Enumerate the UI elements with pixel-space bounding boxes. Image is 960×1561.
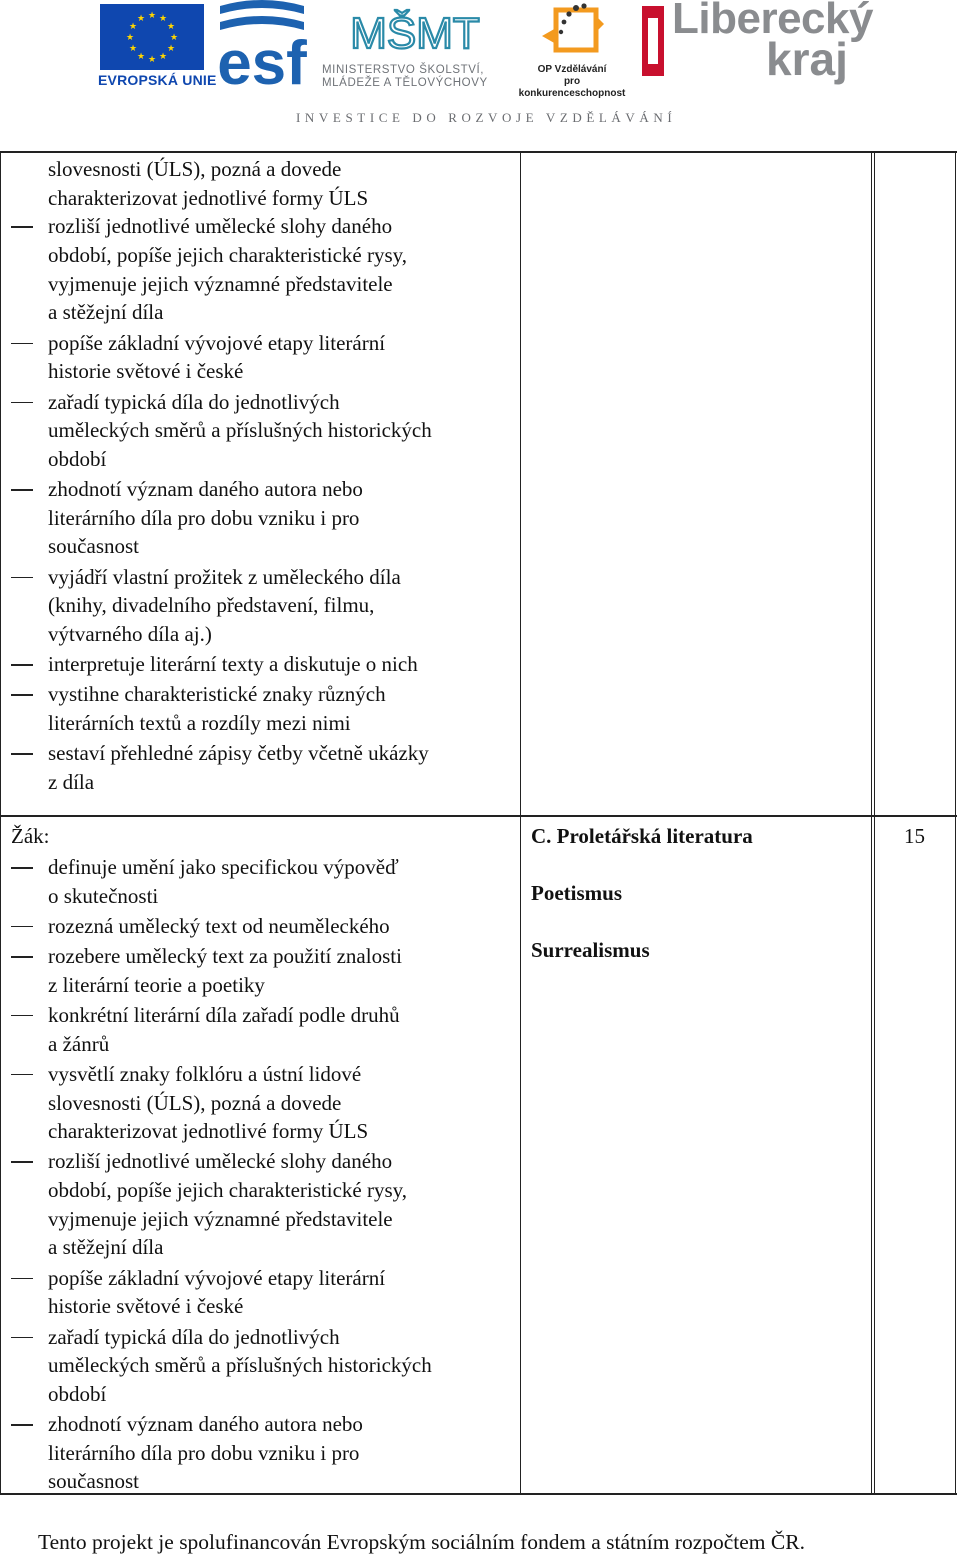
row-divider [1, 815, 957, 817]
outcome-line: charakterizovat jednotlivé formy ÚLS [48, 1119, 369, 1144]
topic-poetism: Poetismus [531, 881, 622, 905]
outcome-line: literárního díla pro dobu vzniku i pro [48, 505, 360, 530]
eu-flag-logo [100, 4, 204, 70]
outcome-item [11, 212, 511, 327]
outcome-line: vystihne charakteristické znaky různých [48, 682, 386, 707]
outcome-line: z literární teorie a poetiky [48, 972, 265, 997]
outcome-line: zařadí typická díla do jednotlivých [48, 1324, 340, 1349]
svg-text:★: ★ [128, 44, 138, 54]
dash-bullet-icon [11, 226, 33, 228]
topic-surrealism: Surrealismus [531, 938, 650, 962]
outcome-item [11, 1410, 511, 1496]
outcome-line: popíše základní vývojové etapy literární [48, 330, 386, 355]
dash-bullet-icon [11, 1424, 33, 1426]
svg-text:★: ★ [158, 14, 168, 24]
outcome-line: z díla [48, 769, 95, 794]
liberecky-kraj-mark [640, 2, 666, 80]
row1-outcomes-cell [11, 153, 511, 797]
outcome-line: popíše základní vývojové etapy literární [48, 1265, 386, 1290]
dash-bullet-icon [11, 867, 33, 869]
outcome-line: a žánrů [48, 1031, 110, 1056]
funding-footer: Tento projekt je spolufinancován Evropským sociálním fondem a státním rozpočtem ČR. [38, 1530, 805, 1554]
eu-caption: EVROPSKÁ UNIE [98, 72, 217, 88]
svg-text:★: ★ [128, 22, 138, 32]
column-divider-right [955, 153, 956, 1493]
row2-outcomes-cell [11, 818, 511, 1496]
topic-proletarian-literature: C. Proletářská literatura [531, 824, 753, 848]
op-caption [514, 64, 630, 100]
dash-bullet-icon [11, 926, 33, 928]
row2-outcomes-list [11, 853, 511, 1496]
dash-bullet-icon [11, 343, 33, 345]
outcome-line: (knihy, divadelního představení, filmu, [48, 593, 375, 618]
dash-bullet-icon [11, 956, 33, 958]
hours-count: 15 [904, 824, 925, 848]
outcome-line: období [48, 446, 107, 471]
outcome-line: vyjmenuje jejich významné představitele [48, 1206, 393, 1231]
outcome-line: období, popíše jejich charakteristické rysy, [48, 243, 408, 268]
curriculum-table [0, 151, 957, 1495]
outcome-line: slovesnosti (ÚLS), pozná a dovede [48, 1090, 342, 1115]
svg-text:★: ★ [147, 11, 157, 21]
msmt-caption-line2: MLÁDEŽE A TĚLOVÝCHOVY [322, 77, 488, 89]
outcome-line: rozebere umělecký text za použití znalosti [48, 944, 402, 969]
dash-bullet-icon [11, 753, 33, 755]
svg-text:★: ★ [136, 52, 146, 62]
svg-text:★: ★ [158, 52, 168, 62]
svg-text:★: ★ [136, 14, 146, 24]
outcome-item [11, 912, 511, 941]
outcome-line: uměleckých směrů a příslušných historických [48, 418, 432, 443]
dash-bullet-icon [11, 1278, 33, 1280]
dash-bullet-icon [11, 694, 33, 696]
outcome-item [11, 329, 511, 386]
dash-bullet-icon [11, 1015, 33, 1017]
outcome-item [11, 1264, 511, 1321]
outcome-line: vyjmenuje jejich významné představitele [48, 271, 393, 296]
outcome-item [11, 942, 511, 999]
outcome-line: zhodnotí význam daného autora nebo [48, 1412, 363, 1437]
outcome-line: historie světové i české [48, 359, 244, 384]
dash-bullet-icon [11, 489, 33, 491]
outcome-line: uměleckých směrů a příslušných historických [48, 1353, 432, 1378]
outcome-item [11, 388, 511, 474]
svg-text:★: ★ [169, 33, 179, 43]
outcome-line: rozezná umělecký text od neuměleckého [48, 913, 390, 938]
page-header [0, 0, 960, 132]
outcome-line: rozliší jednotlivé umělecké slohy daného [48, 1149, 393, 1174]
outcome-item [11, 1147, 511, 1262]
outcome-item [11, 853, 511, 910]
msmt-caption [322, 64, 488, 90]
dash-bullet-icon [11, 1161, 33, 1163]
outcome-line: a stěžejní díla [48, 300, 164, 325]
outcome-line: současnost [48, 534, 139, 559]
outcome-line: zhodnotí význam daného autora nebo [48, 477, 363, 502]
op-vzdelavani-logo [536, 2, 610, 64]
dash-bullet-icon [11, 1074, 33, 1076]
op-caption-line2: pro konkurenceschopnost [518, 76, 626, 99]
svg-text:★: ★ [147, 55, 157, 65]
outcome-line: rozliší jednotlivé umělecké slohy daného [48, 214, 393, 239]
op-caption-line1: OP Vzdělávání [537, 64, 607, 75]
outcome-line: literárního díla pro dobu vzniku i pro [48, 1440, 360, 1465]
outcome-line: období, popíše jejich charakteristické rysy, [48, 1178, 408, 1203]
dash-bullet-icon [11, 402, 33, 404]
outcome-item [11, 1060, 511, 1146]
outcome-line: historie světové i české [48, 1294, 244, 1319]
column-divider-2b [874, 153, 875, 1493]
svg-text:★: ★ [166, 44, 176, 54]
column-divider-2 [871, 153, 872, 1493]
svg-text:★: ★ [125, 33, 135, 43]
outcome-item [11, 1323, 511, 1409]
esf-logo [212, 0, 312, 98]
outcome-item [11, 1001, 511, 1058]
outcome-item [11, 563, 511, 649]
msmt-caption-line1: MINISTERSTVO ŠKOLSTVÍ, [322, 64, 485, 76]
outcome-line: vyjádří vlastní prožitek z uměleckého díla [48, 564, 401, 589]
msmt-logo [350, 2, 480, 58]
msmt-wordmark: MŠMT [350, 9, 480, 58]
region-subtitle: kraj [766, 33, 848, 85]
svg-text:★: ★ [166, 22, 176, 32]
outcome-line: interpretuje literární texty a diskutuje o nich [48, 652, 418, 677]
outcome-line: a stěžejní díla [48, 1235, 164, 1260]
outcome-line: zařadí typická díla do jednotlivých [48, 389, 340, 414]
esf-wordmark: esf [217, 29, 307, 98]
outcome-line: charakterizovat jednotlivé formy ÚLS [48, 185, 369, 210]
outcome-line: období [48, 1381, 107, 1406]
outcome-line: současnost [48, 1469, 139, 1494]
region-title: Liberecký [672, 0, 873, 43]
outcome-line: sestaví přehledné zápisy četby včetně ukázky [48, 741, 429, 766]
column-divider-1 [520, 153, 521, 1493]
student-heading: Žák: [11, 824, 50, 848]
outcome-item [11, 650, 511, 679]
outcome-item [11, 475, 511, 561]
dash-bullet-icon [11, 664, 33, 666]
project-tagline: INVESTICE DO ROZVOJE VZDĚLÁVÁNÍ [296, 110, 677, 125]
outcome-line: konkrétní literární díla zařadí podle druhů [48, 1002, 400, 1027]
outcome-item [11, 680, 511, 737]
outcome-line: výtvarného díla aj.) [48, 622, 212, 646]
dash-bullet-icon [11, 1337, 33, 1339]
dash-bullet-icon [11, 577, 33, 579]
outcome-line: vysvětlí znaky folklóru a ústní lidové [48, 1061, 362, 1086]
outcome-item [11, 739, 511, 796]
outcome-line: slovesnosti (ÚLS), pozná a dovede [48, 157, 342, 181]
outcome-item [11, 155, 511, 212]
outcome-line: definuje umění jako specifickou výpověď [48, 855, 399, 879]
outcome-line: literárních textů a rozdíly mezi nimi [48, 711, 351, 736]
outcome-line: o skutečnosti [48, 883, 159, 908]
